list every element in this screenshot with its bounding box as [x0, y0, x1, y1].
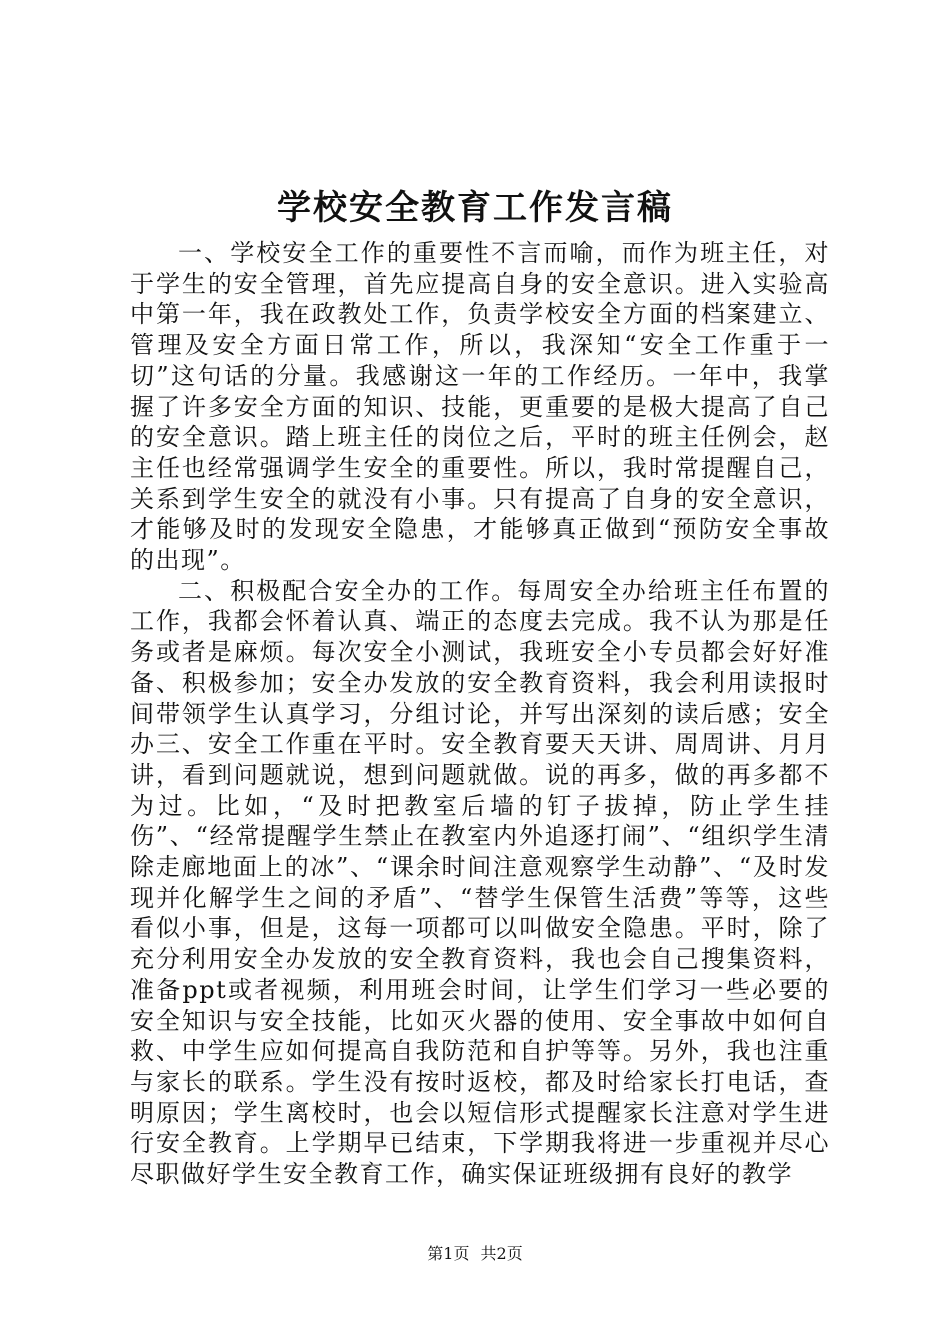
page-number: 第1页: [427, 1244, 470, 1263]
document-body: [130, 238, 830, 1190]
paragraph: 一、学校安全工作的重要性不言而喻，而作为班主任，对于学生的安全管理，首先应提高自身的安全意识。进入实验高中第一年，我在政教处工作，负责学校安全方面的档案建立、管理及安全方面日常工作，所以，我深知“安全工作重于一切”这句话的分量。我感谢这一年的工作经历。一年中，我掌握了许多安全方面的知识、技能，更重要的是极大提高了自己的安全意识。踏上班主任的岗位之后，平时的班主任例会，赵主任也经常强调学生安全的重要性。所以，我时常提醒自己，关系到学生安全的就没有小事。只有提高了自身的安全意识，才能够及时的发现安全隐患，才能够真正做到“预防安全事故的出现”。: [130, 239, 830, 575]
paragraph: 二、积极配合安全办的工作。每周安全办给班主任布置的工作，我都会怀着认真、端正的态度去完成。我不认为那是任务或者是麻烦。每次安全小测试，我班安全小专员都会好好准备、积极参加；安全办发放的安全教育资料，我会利用读报时间带领学生认真学习，分组讨论，并写出深刻的读后感；安全办三、安全工作重在平时。安全教育要天天讲、周周讲、月月讲，看到问题就说，想到问题就做。说的再多，做的再多都不为过。比如，“及时把教室后墙的钉子拔掉，防止学生挂伤”、“经常提醒学生禁止在教室内外追逐打闹”、“组织学生清除走廊地面上的冰”、“课余时间注意观察学生动静”、“及时发现并化解学生之间的矛盾”、“替学生保管生活费”等等，这些看似小事，但是，这每一项都可以叫做安全隐患。平时，除了充分利用安全办发放的安全教育资料，我也会自己搜集资料，准备ppt或者视频，利用班会时间，让学生们学习一些必要的安全知识与安全技能，比如灭火器的使用、安全事故中如何自救、中学生应如何提高自我防范和自护等等。另外，我也注重与家长的联系。学生没有按时返校，都及时给家长打电话，查明原因；学生离校时，也会以短信形式提醒家长注意对学生进行安全教育。上学期早已结束，下学期我将进一步重视并尽心尽职做好学生安全教育工作，确实保证班级拥有良好的教学: [130, 576, 830, 1189]
page-footer: [0, 1243, 950, 1265]
document-title: 学校安全教育工作发言稿: [277, 188, 673, 228]
page-total: 共2页: [480, 1244, 523, 1263]
